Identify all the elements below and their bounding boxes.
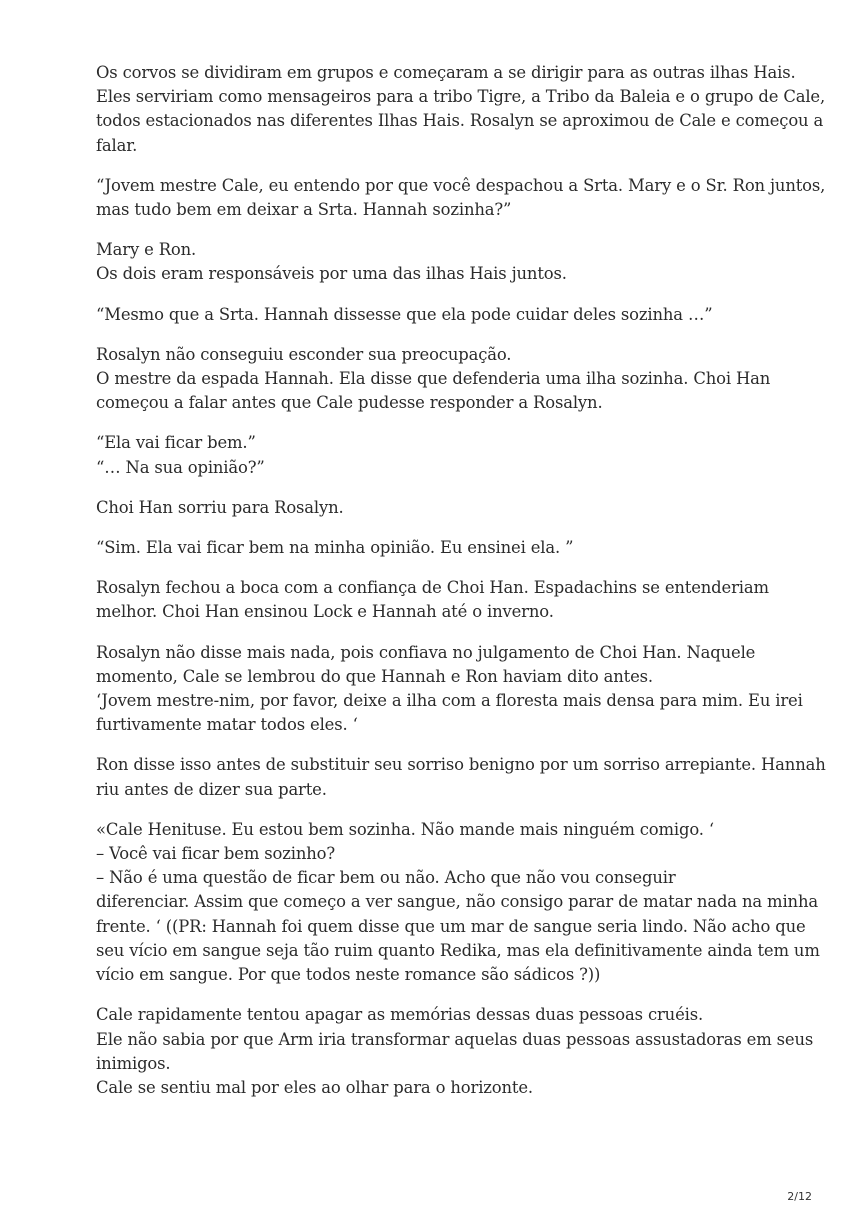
text-line: Ele não sabia por que Arm iria transformar aquelas duas pessoas assustadoras em seus <box>96 1029 814 1049</box>
paragraph <box>96 61 826 158</box>
text-line: Cale rapidamente tentou apagar as memórias dessas duas pessoas cruéis. <box>96 1005 704 1025</box>
text-line: Rosalyn fechou a boca com a confiança de Choi Han. Espadachins se entenderiam <box>96 578 769 598</box>
text-line: “Jovem mestre Cale, eu entendo por que você despachou a Srta. Mary e o Sr. Ron juntos, <box>96 175 826 195</box>
paragraph <box>96 536 796 560</box>
text-line: “… Na sua opinião?” <box>96 457 265 477</box>
text-line: “Ela vai ficar bem.” <box>96 433 256 453</box>
paragraph <box>96 174 826 222</box>
paragraph <box>96 496 796 520</box>
text-line: “Mesmo que a Srta. Hannah dissesse que ela pode cuidar deles sozinha …” <box>96 304 713 324</box>
text-line: falar. <box>96 135 138 155</box>
text-line: vício em sangue. Por que todos neste romance são sádicos ?)) <box>96 965 601 985</box>
paragraph <box>96 641 803 738</box>
text-line: Rosalyn não disse mais nada, pois confiava no julgamento de Choi Han. Naquele <box>96 642 756 662</box>
text-line: Ron disse isso antes de substituir seu sorriso benigno por um sorriso arrepiante. Hannah <box>96 755 826 775</box>
text-line: “Sim. Ela vai ficar bem na minha opinião. Eu ensinei ela. ” <box>96 538 574 558</box>
text-line: Mary e Ron. <box>96 240 197 260</box>
text-line: começou a falar antes que Cale pudesse responder a Rosalyn. <box>96 393 603 413</box>
text-line: Os dois eram responsáveis por uma das ilhas Hais juntos. <box>96 264 567 284</box>
text-line: Cale se sentiu mal por eles ao olhar para o horizonte. <box>96 1077 533 1097</box>
text-line: inimigos. <box>96 1053 171 1073</box>
paragraph <box>96 238 796 286</box>
text-line: seu vício em sangue seja tão ruim quanto Redika, mas ela definitivamente ainda tem um <box>96 940 820 960</box>
paragraph <box>96 303 796 327</box>
text-line: – Você vai ficar bem sozinho? <box>96 844 336 864</box>
paragraph <box>96 1003 814 1100</box>
text-line: melhor. Choi Han ensinou Lock e Hannah até o inverno. <box>96 602 554 622</box>
text-line: Eles serviriam como mensageiros para a tribo Tigre, a Tribo da Baleia e o grupo de Cale, <box>96 87 826 107</box>
text-line: – Não é uma questão de ficar bem ou não. Acho que não vou conseguir <box>96 868 676 888</box>
page-number: 2/12 <box>787 1190 812 1203</box>
text-line: riu antes de dizer sua parte. <box>96 779 327 799</box>
text-line: Os corvos se dividiram em grupos e começaram a se dirigir para as outras ilhas Hais. <box>96 63 796 82</box>
paragraph <box>96 431 796 479</box>
text-line: «Cale Henituse. Eu estou bem sozinha. Não mande mais ninguém comigo. ‘ <box>96 819 714 839</box>
text-line: furtivamente matar todos eles. ‘ <box>96 715 358 735</box>
text-line: momento, Cale se lembrou do que Hannah e Ron haviam dito antes. <box>96 666 653 686</box>
text-line: Choi Han sorriu para Rosalyn. <box>96 497 344 517</box>
text-line: ‘Jovem mestre-nim, por favor, deixe a ilha com a floresta mais densa para mim. Eu irei <box>96 691 803 711</box>
text-line: frente. ‘ ((PR: Hannah foi quem disse que um mar de sangue seria lindo. Não acho que <box>96 916 806 936</box>
paragraph <box>96 343 796 416</box>
text-line: O mestre da espada Hannah. Ela disse que defenderia uma ilha sozinha. Choi Han <box>96 369 771 389</box>
document-body <box>96 61 826 1116</box>
text-line: Rosalyn não conseguiu esconder sua preocupação. <box>96 344 512 364</box>
text-line: mas tudo bem em deixar a Srta. Hannah sozinha?” <box>96 200 512 220</box>
paragraph <box>96 576 796 624</box>
paragraph <box>96 818 820 987</box>
text-line: todos estacionados nas diferentes Ilhas Hais. Rosalyn se aproximou de Cale e começou a <box>96 111 824 131</box>
paragraph <box>96 753 826 801</box>
text-line: diferenciar. Assim que começo a ver sangue, não consigo parar de matar nada na minha <box>96 892 818 912</box>
